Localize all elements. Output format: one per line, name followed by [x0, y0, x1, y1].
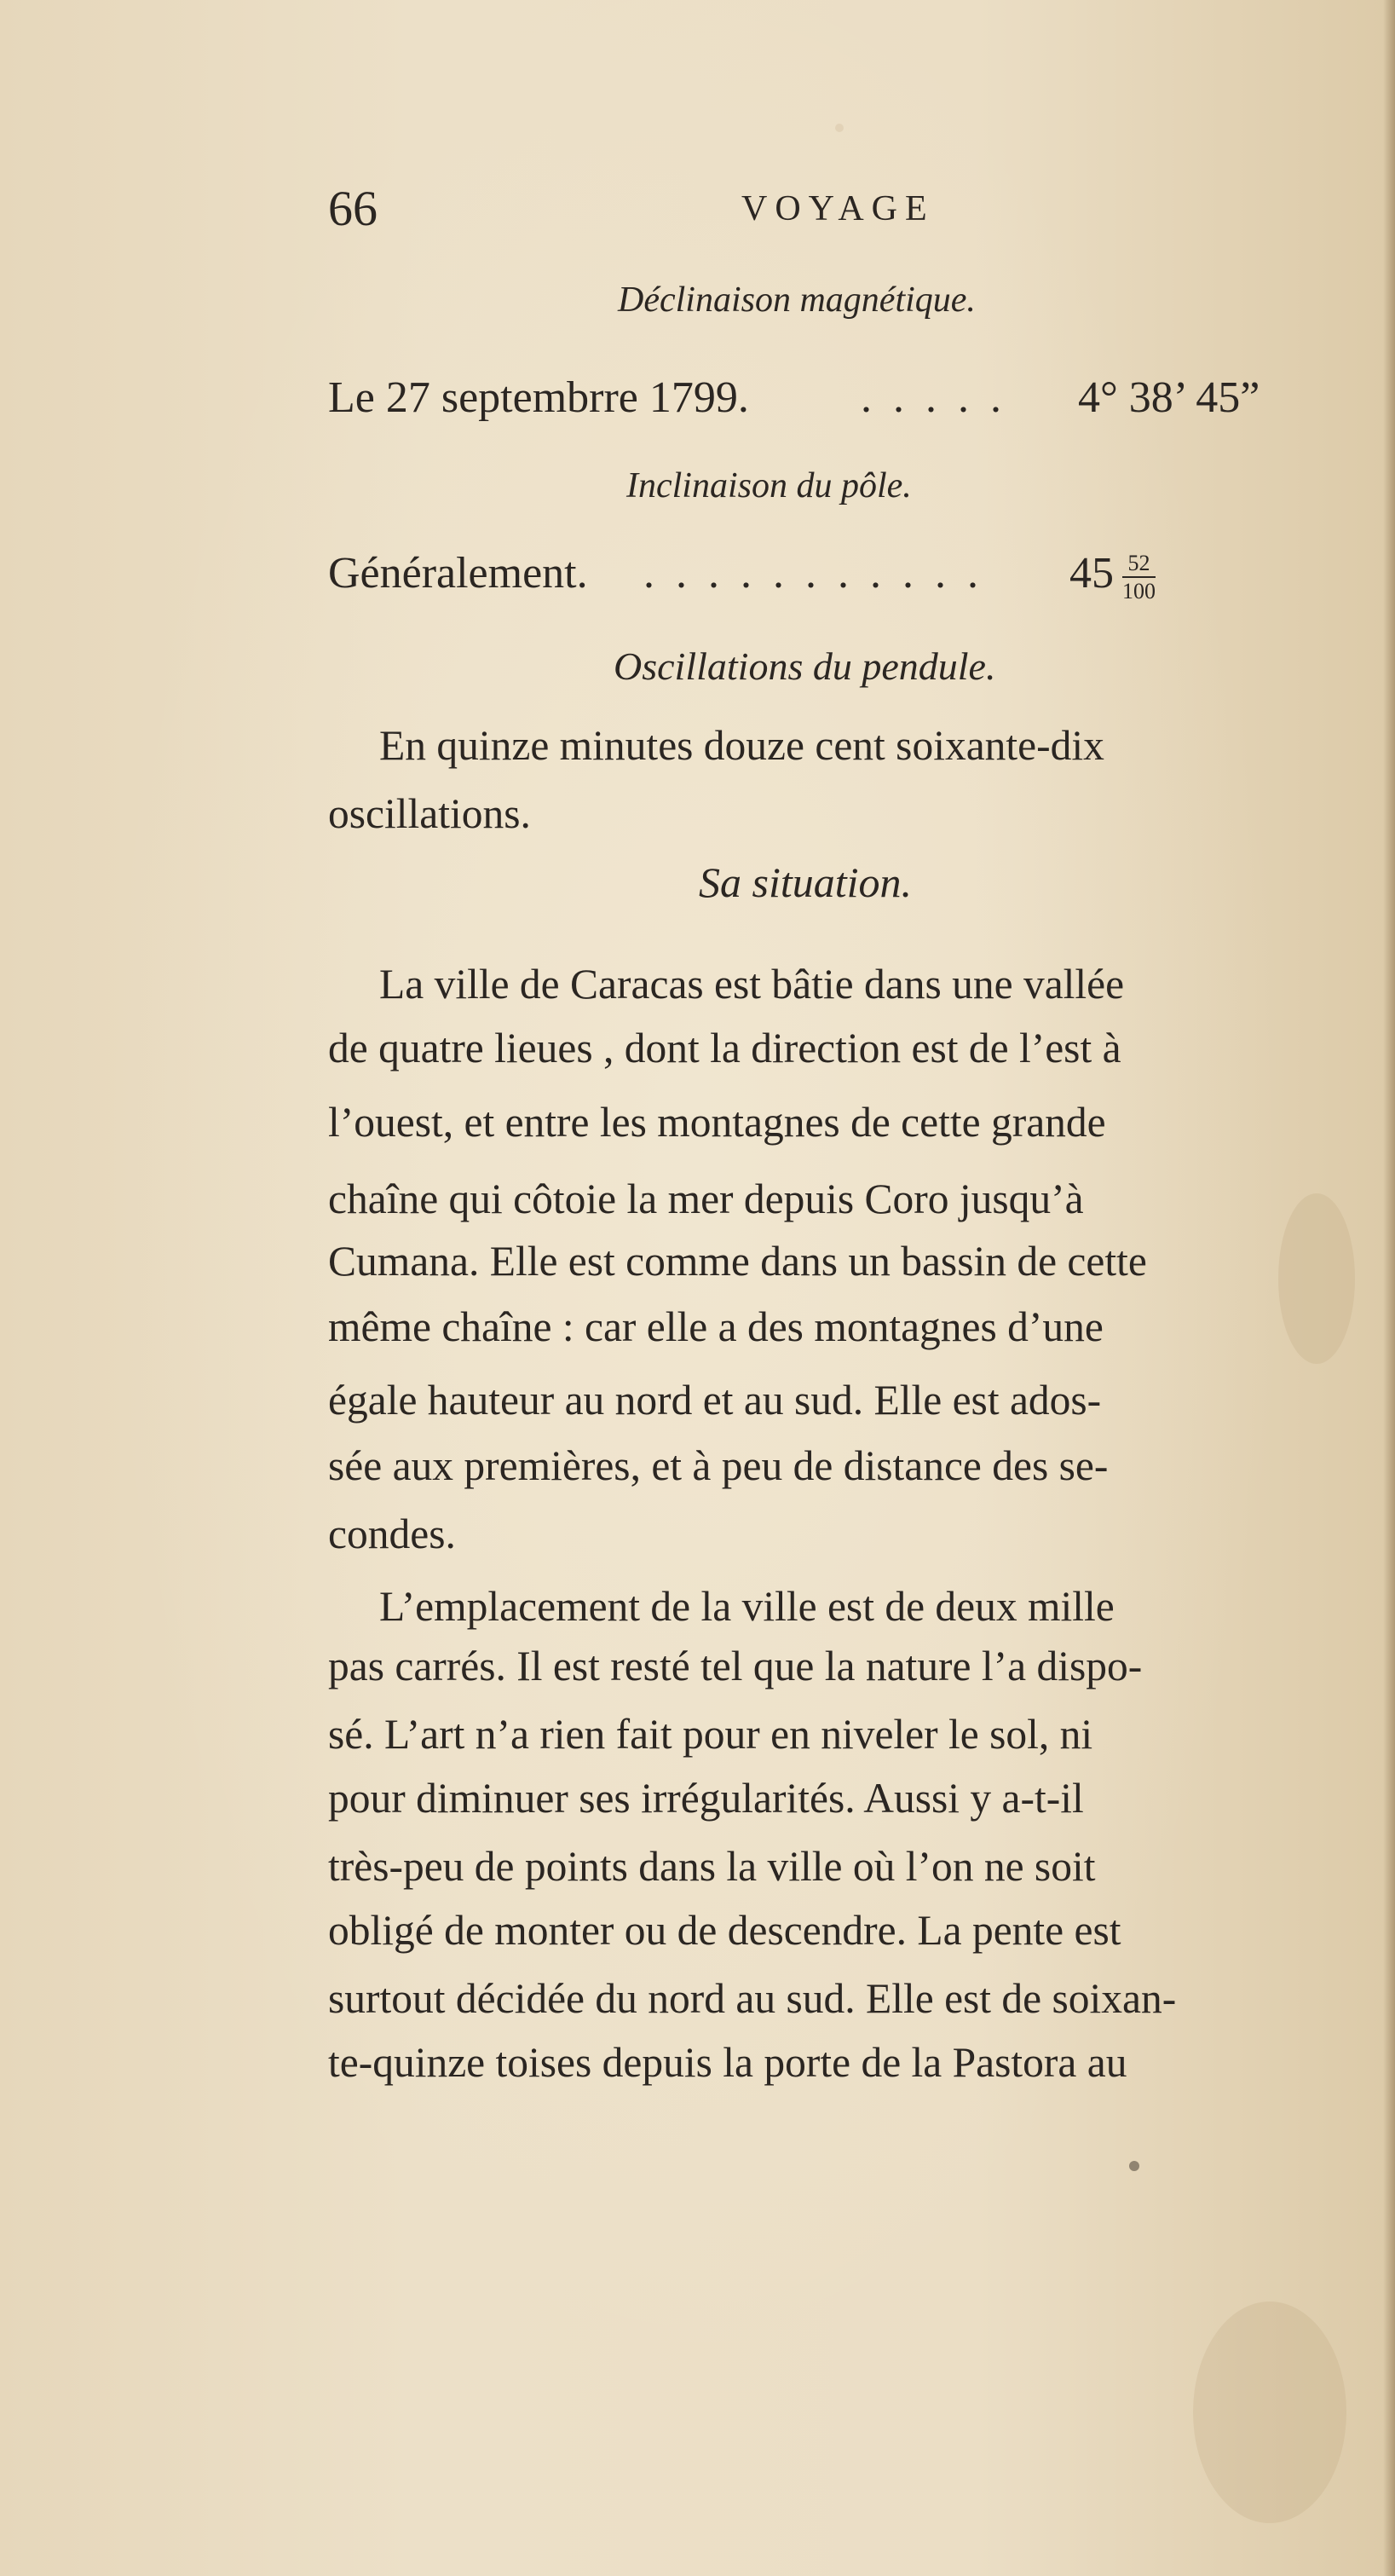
text-line: pas carrés. Il est resté tel que la nature l’a dispo- [328, 1643, 1143, 1689]
situation-heading: Sa situation. [699, 858, 913, 906]
inclination-heading: Inclinaison du pôle. [626, 466, 912, 505]
paper-stain [1278, 1193, 1355, 1364]
text-line: Cumana. Elle est comme dans un bassin de cette [328, 1238, 1147, 1285]
text-line: sé. L’art n’a rien fait pour en niveler le sol, ni [328, 1711, 1093, 1758]
text-line: très-peu de points dans la ville où l’on ne soit [328, 1843, 1096, 1890]
paper-stain [1193, 2302, 1346, 2523]
declination-value: 4° 38’ 45” [1078, 373, 1260, 422]
text-line: de quatre lieues , dont la direction est de l’est à [328, 1025, 1121, 1071]
text-line: La ville de Caracas est bâtie dans une vallée [379, 961, 1125, 1008]
text-line: te-quinze toises depuis la porte de la Pastora au [328, 2039, 1127, 2086]
fraction-denominator: 100 [1122, 579, 1156, 604]
text-line: l’ouest, et entre les montagnes de cette grande [328, 1099, 1106, 1146]
page-number: 66 [328, 181, 378, 236]
inclination-label: Généralement. [328, 549, 588, 598]
fraction-numerator: 52 [1122, 552, 1156, 578]
declination-row [328, 368, 1260, 428]
declination-label: Le 27 septembrre 1799. [328, 373, 749, 422]
running-head: VOYAGE [741, 189, 935, 228]
oscillations-heading: Oscillations du pendule. [614, 644, 996, 688]
text-line: chaîne qui côtoie la mer depuis Coro jusqu’à [328, 1175, 1084, 1222]
text-line: L’emplacement de la ville est de deux mille [379, 1583, 1115, 1630]
text-line: pour diminuer ses irrégularités. Aussi y a-t-il [328, 1775, 1084, 1822]
text-line: obligé de monter ou de descendre. La pente est [328, 1907, 1121, 1954]
inclination-leader: . . . . . . . . . . . [643, 549, 983, 598]
declination-leader: . . . . . [861, 373, 1006, 422]
text-line: oscillations. [328, 790, 531, 837]
inclination-value: 45 [1069, 549, 1114, 598]
page-edge-shadow [1383, 0, 1395, 2576]
text-line: En quinze minutes douze cent soixante-dix [379, 722, 1104, 769]
page-header [328, 175, 1061, 243]
text-line: condes. [328, 1510, 456, 1557]
paper-stain [835, 124, 844, 132]
text-line: même chaîne : car elle a des montagnes d’une [328, 1303, 1104, 1350]
paper-stain [1129, 2161, 1139, 2171]
text-line: sée aux premières, et à peu de distance des se- [328, 1442, 1109, 1489]
declination-heading: Déclinaison magnétique. [618, 280, 976, 320]
text-line: surtout décidée du nord au sud. Elle est de soixan- [328, 1975, 1177, 2022]
inclination-fraction [1122, 552, 1156, 603]
inclination-row [328, 544, 1231, 604]
text-line: égale hauteur au nord et au sud. Elle est ados- [328, 1377, 1102, 1424]
